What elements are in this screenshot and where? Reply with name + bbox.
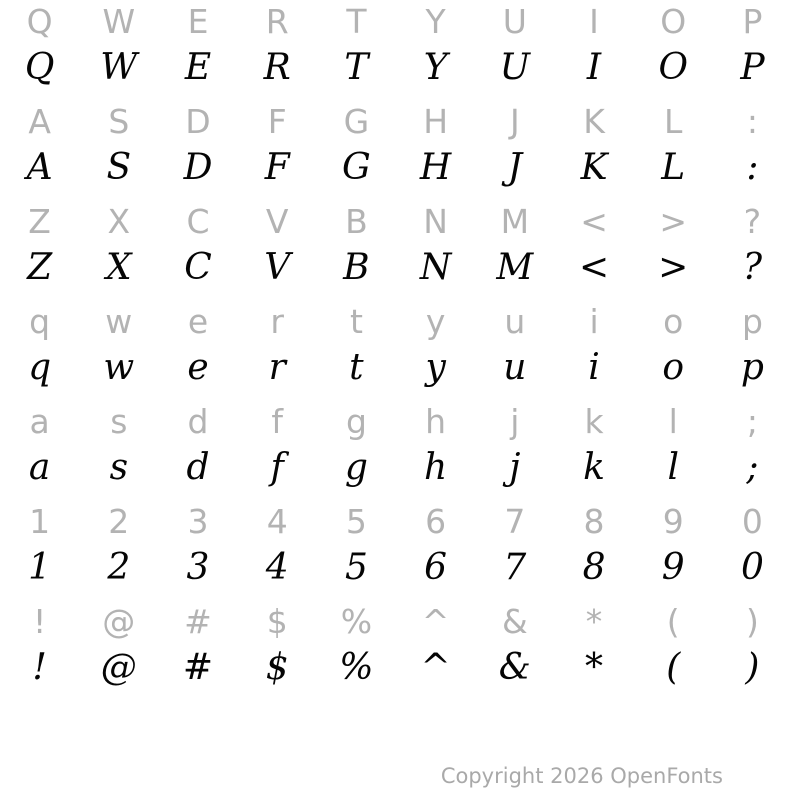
glyph-cell: U — [499, 46, 530, 88]
glyph-cell: w — [105, 301, 133, 341]
glyph-cell: w — [103, 346, 135, 388]
glyph-cell: p — [740, 346, 764, 388]
glyph-cell: o — [662, 346, 685, 388]
glyph-cell: O — [660, 1, 687, 41]
glyph-cell: 6 — [424, 546, 448, 588]
glyph-cell: G — [343, 101, 370, 141]
glyph-cell: ^ — [421, 601, 450, 641]
glyph-cell: y — [425, 346, 446, 388]
glyph-cell: j — [510, 401, 520, 441]
glyph-cell: j — [509, 446, 521, 488]
glyph-cell: : — [746, 101, 758, 141]
glyph-row-specimen — [0, 546, 792, 600]
glyph-cell: q — [28, 346, 52, 388]
glyph-cell: h — [424, 446, 448, 488]
glyph-cell: G — [342, 146, 371, 188]
glyph-cell: R — [263, 46, 291, 88]
glyph-cell: l — [667, 446, 679, 488]
glyph-cell: H — [419, 146, 452, 188]
glyph-cell: f — [270, 446, 284, 488]
glyph-cell: M — [496, 246, 534, 288]
glyph-cell: g — [345, 401, 367, 441]
glyph-row-specimen — [0, 346, 792, 400]
glyph-cell: W — [100, 46, 138, 88]
glyph-cell: A — [26, 146, 53, 188]
glyph-cell: & — [501, 601, 528, 641]
glyph-cell: 6 — [425, 501, 447, 541]
glyph-cell: # — [182, 646, 214, 688]
glyph-cell: : — [746, 146, 759, 188]
glyph-cell: t — [349, 346, 364, 388]
glyph-cell: 1 — [28, 546, 52, 588]
glyph-cell: L — [664, 101, 683, 141]
glyph-cell: p — [741, 301, 763, 341]
glyph-cell: E — [184, 46, 212, 88]
glyph-row-specimen — [0, 646, 792, 700]
glyph-cell: O — [658, 46, 688, 88]
glyph-cell: P — [742, 1, 763, 41]
glyph-cell: > — [658, 246, 689, 288]
glyph-cell: X — [107, 201, 131, 241]
glyph-cell: a — [29, 401, 50, 441]
glyph-cell: 9 — [662, 501, 684, 541]
glyph-cell: K — [580, 146, 608, 188]
glyph-cell: < — [578, 246, 610, 288]
glyph-cell: k — [583, 446, 605, 488]
copyright-text: Copyright 2026 OpenFonts — [440, 764, 723, 788]
glyph-cell: 5 — [345, 501, 367, 541]
glyph-cell: g — [344, 446, 368, 488]
glyph-cell: @ — [102, 601, 136, 641]
glyph-cell: t — [349, 301, 363, 341]
glyph-cell: 9 — [661, 546, 685, 588]
glyph-cell: i — [588, 346, 600, 388]
glyph-cell: I — [586, 46, 602, 88]
glyph-cell: D — [183, 146, 213, 188]
glyph-cell: % — [340, 601, 373, 641]
glyph-cell: A — [28, 101, 51, 141]
glyph-cell: s — [110, 401, 128, 441]
glyph-cell: ; — [746, 401, 758, 441]
glyph-cell: Q — [26, 1, 53, 41]
glyph-cell: * — [585, 646, 604, 688]
glyph-cell: d — [187, 401, 209, 441]
glyph-cell: @ — [100, 646, 137, 688]
glyph-cell: P — [740, 46, 765, 88]
glyph-cell: B — [343, 246, 370, 288]
glyph-cell: f — [271, 401, 284, 441]
glyph-cell: T — [344, 46, 369, 88]
glyph-cell: S — [106, 146, 132, 188]
glyph-cell: J — [509, 101, 520, 141]
glyph-cell: s — [109, 446, 129, 488]
glyph-cell: 5 — [344, 546, 368, 588]
glyph-cell: > — [659, 201, 688, 241]
glyph-cell: ! — [32, 646, 47, 688]
glyph-cell: i — [589, 301, 599, 341]
glyph-cell: K — [583, 101, 605, 141]
glyph-cell: e — [187, 346, 209, 388]
glyph-cell: 0 — [741, 501, 763, 541]
glyph-row-specimen — [0, 146, 792, 200]
glyph-cell: % — [339, 646, 374, 688]
glyph-cell: X — [105, 246, 132, 288]
glyph-cell: Y — [425, 1, 446, 41]
glyph-cell: Q — [24, 46, 55, 88]
glyph-cell: Y — [423, 46, 448, 88]
glyph-cell: r — [270, 301, 284, 341]
glyph-cell: 7 — [503, 546, 527, 588]
glyph-cell: $ — [265, 646, 289, 688]
glyph-cell: M — [500, 201, 530, 241]
glyph-cell: H — [423, 101, 449, 141]
glyph-cell: a — [28, 446, 51, 488]
glyph-cell: & — [498, 646, 531, 688]
glyph-cell: S — [108, 101, 130, 141]
glyph-cell: $ — [266, 601, 288, 641]
glyph-row-specimen — [0, 46, 792, 100]
glyph-cell: # — [184, 601, 212, 641]
glyph-cell: d — [186, 446, 210, 488]
glyph-cell: 7 — [504, 501, 526, 541]
glyph-cell: 4 — [265, 546, 289, 588]
glyph-cell: J — [507, 146, 523, 188]
glyph-cell: C — [184, 246, 212, 288]
glyph-cell: F — [267, 101, 287, 141]
glyph-cell: W — [102, 1, 136, 41]
glyph-cell: o — [663, 301, 684, 341]
glyph-cell: h — [425, 401, 447, 441]
glyph-cell: 8 — [583, 501, 605, 541]
glyph-cell: F — [264, 146, 290, 188]
glyph-cell: D — [185, 101, 211, 141]
glyph-cell: < — [580, 201, 608, 241]
glyph-cell: Z — [28, 201, 51, 241]
glyph-cell: e — [187, 301, 209, 341]
glyph-cell: 3 — [186, 546, 210, 588]
glyph-cell: l — [668, 401, 678, 441]
glyph-cell: y — [425, 301, 446, 341]
glyph-cell: r — [268, 346, 286, 388]
glyph-cell: u — [504, 301, 526, 341]
glyph-cell: B — [345, 201, 368, 241]
glyph-cell: N — [423, 201, 448, 241]
glyph-cell: C — [186, 201, 210, 241]
glyph-cell: L — [661, 146, 686, 188]
glyph-cell: 2 — [107, 546, 131, 588]
glyph-cell: I — [589, 1, 599, 41]
glyph-cell: V — [264, 246, 291, 288]
glyph-cell: 8 — [582, 546, 606, 588]
glyph-cell: u — [503, 346, 527, 388]
glyph-cell: 0 — [740, 546, 764, 588]
glyph-cell: 1 — [29, 501, 51, 541]
glyph-cell: ( — [666, 601, 680, 641]
glyph-cell: V — [265, 201, 289, 241]
glyph-row-specimen — [0, 446, 792, 500]
glyph-cell: R — [265, 1, 289, 41]
glyph-cell: N — [419, 246, 452, 288]
glyph-cell: T — [346, 1, 367, 41]
glyph-cell: ) — [745, 646, 760, 688]
glyph-cell: 2 — [108, 501, 130, 541]
glyph-cell: ? — [743, 201, 762, 241]
glyph-cell: q — [29, 301, 51, 341]
glyph-cell: k — [584, 401, 604, 441]
glyph-cell: E — [187, 1, 209, 41]
glyph-cell: ; — [746, 446, 759, 488]
glyph-cell: 3 — [187, 501, 209, 541]
glyph-cell: 4 — [266, 501, 288, 541]
glyph-cell: ? — [742, 246, 763, 288]
glyph-cell: Z — [27, 246, 53, 288]
glyph-row-specimen — [0, 246, 792, 300]
glyph-cell: ^ — [420, 646, 451, 688]
glyph-cell: ! — [32, 601, 47, 641]
glyph-cell: ( — [666, 646, 681, 688]
glyph-cell: * — [585, 601, 603, 641]
glyph-cell: ) — [745, 601, 759, 641]
glyph-cell: U — [502, 1, 527, 41]
